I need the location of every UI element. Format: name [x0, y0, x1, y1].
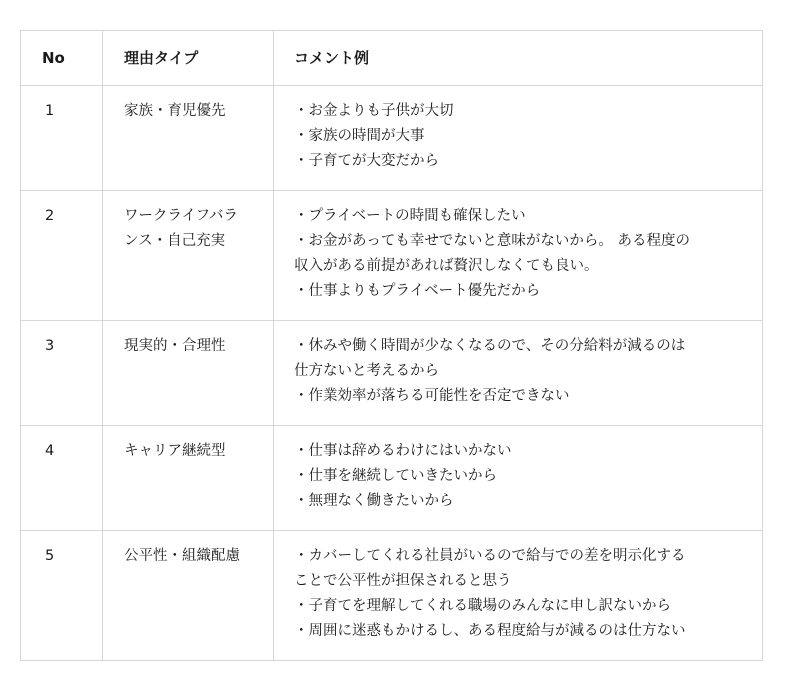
- comment-line: ことで公平性が担保されると思う: [294, 573, 512, 589]
- reason-type-text: 現実的・合理性: [124, 338, 226, 354]
- comment-line: ・家族の時間が大事: [294, 128, 425, 144]
- reasons-table: [20, 30, 763, 661]
- comment-cell: [274, 86, 763, 191]
- comment-line: ・子育てが大変だから: [294, 153, 439, 169]
- table-row: [21, 426, 763, 531]
- row-number: 2: [21, 191, 103, 321]
- header-comment-examples: コメント例: [274, 31, 763, 86]
- row-number: 1: [21, 86, 103, 191]
- header-row: [21, 31, 763, 86]
- comment-cell: [274, 321, 763, 426]
- comment-line: 仕方ないと考えるから: [294, 363, 439, 379]
- table-row: [21, 86, 763, 191]
- reason-type-text: 家族・育児優先: [124, 103, 226, 119]
- reason-type-cell: [103, 426, 274, 531]
- row-number: 3: [21, 321, 103, 426]
- reason-type-text: キャリア継続型: [124, 443, 226, 459]
- comment-cell: [274, 426, 763, 531]
- comment-line: ・作業効率が落ちる可能性を否定できない: [294, 388, 570, 404]
- comment-line: ・無理なく働きたいから: [294, 493, 454, 509]
- table-body: [21, 86, 763, 661]
- reason-type-cell: [103, 86, 274, 191]
- table-row: [21, 321, 763, 426]
- reason-type-text: ワークライフバラ: [124, 208, 238, 224]
- comment-line: ・仕事を継続していきたいから: [294, 468, 497, 484]
- table-row: [21, 531, 763, 661]
- comment-line: ・休みや働く時間が少なくなるので、その分給料が減るのは: [294, 338, 686, 354]
- reason-type-text: ンス・自己充実: [124, 233, 226, 249]
- row-number: 5: [21, 531, 103, 661]
- header-no: No: [21, 31, 103, 86]
- comment-line: ・お金があっても幸せでないと意味がないから。 ある程度の: [294, 233, 690, 249]
- comment-line: ・仕事は辞めるわけにはいかない: [294, 443, 512, 459]
- comment-line: ・カバーしてくれる社員がいるので給与での差を明示化する: [294, 548, 686, 564]
- reason-type-text: 公平性・組織配慮: [124, 548, 240, 564]
- comment-line: ・お金よりも子供が大切: [294, 103, 454, 119]
- comment-line: ・仕事よりもプライベート優先だから: [294, 283, 541, 299]
- reason-type-cell: [103, 321, 274, 426]
- reason-type-cell: [103, 531, 274, 661]
- header-reason-type: 理由タイプ: [103, 31, 274, 86]
- table-row: [21, 191, 763, 321]
- comment-line: 収入がある前提があれば贅沢しなくても良い。: [294, 258, 599, 274]
- comment-cell: [274, 531, 763, 661]
- comment-line: ・プライベートの時間も確保したい: [294, 208, 526, 224]
- reasons-table-container: [20, 30, 762, 661]
- comment-cell: [274, 191, 763, 321]
- comment-line: ・周囲に迷惑もかけるし、ある程度給与が減るのは仕方ない: [294, 623, 686, 639]
- row-number: 4: [21, 426, 103, 531]
- table-header: [21, 31, 763, 86]
- reason-type-cell: [103, 191, 274, 321]
- comment-line: ・子育てを理解してくれる職場のみんなに申し訳ないから: [294, 598, 671, 614]
